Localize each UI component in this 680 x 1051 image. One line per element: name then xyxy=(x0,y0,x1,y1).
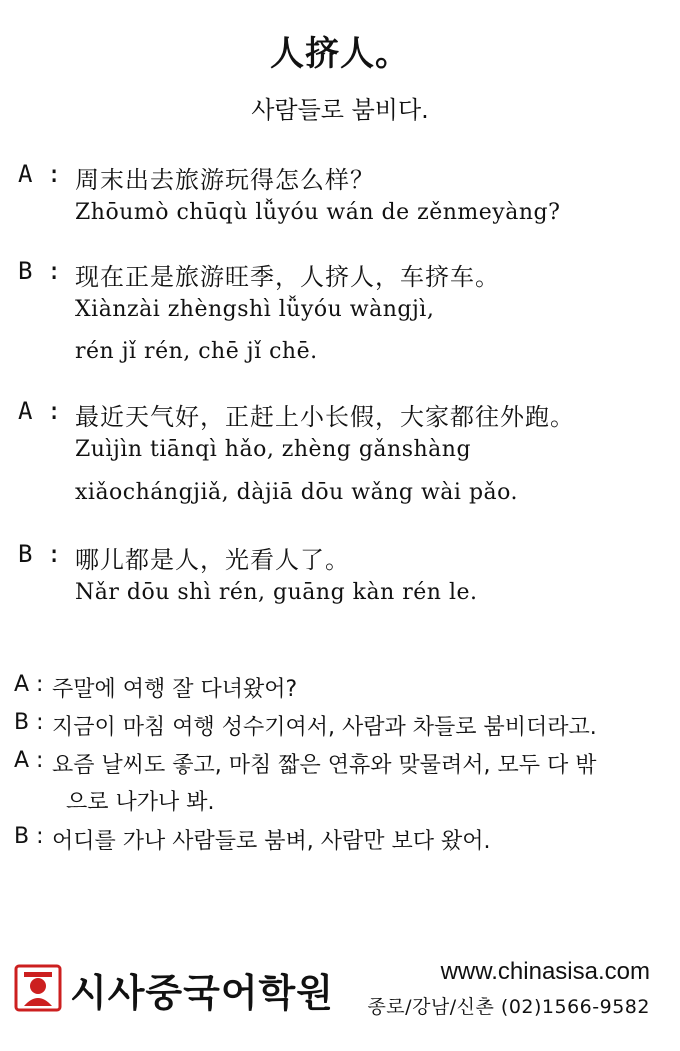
korean-text: 어디를 가나 사람들로 붐벼, 사람만 보다 왔어. xyxy=(52,829,491,854)
speaker-label: A : xyxy=(18,160,62,188)
speaker-label: A : xyxy=(14,748,44,773)
korean-text: 지금이 마침 여행 성수기여서, 사람과 차들로 붐비더라고. xyxy=(52,715,597,740)
pinyin-line: rén jǐ rén, chē jǐ chē. xyxy=(75,339,318,364)
pinyin-line: Zuìjìn tiānqì hǎo, zhèng gǎnshàng xyxy=(75,437,472,462)
pinyin-line: xiǎochángjiǎ, dàjiā dōu wǎng wài pǎo. xyxy=(75,480,518,505)
website-url[interactable]: www.chinasisa.com xyxy=(440,958,650,985)
korean-line-continuation: 으로 나가나 봐. xyxy=(66,790,215,815)
pinyin-line: Xiànzài zhèngshì lǚyóu wàngjì, xyxy=(75,297,435,322)
speaker-label: B : xyxy=(18,257,62,285)
korean-text: 요즘 날씨도 좋고, 마침 짧은 연휴와 맞물려서, 모두 다 밖 xyxy=(52,753,597,778)
pinyin-line: Nǎr dōu shì rén, guāng kàn rén le. xyxy=(75,580,478,605)
pinyin-line: Zhōumò chūqù lǚyóu wán de zěnmeyàng? xyxy=(75,200,561,225)
speaker-label: B : xyxy=(14,710,44,735)
chinese-line: 周末出去旅游玩得怎么样？ xyxy=(75,166,375,194)
chinese-line: 哪儿都是人，光看人了。 xyxy=(75,546,350,574)
korean-text: 주말에 여행 잘 다녀왔어? xyxy=(52,677,298,702)
chinese-line: 现在正是旅游旺季，人挤人，车挤车。 xyxy=(75,263,500,291)
contact-info: 종로/강남/신촌 (02)1566-9582 xyxy=(367,996,650,1018)
chinese-line: 最近天气好，正赶上小长假，大家都往外跑。 xyxy=(75,403,575,431)
page-subtitle: 사람들로 붐비다. xyxy=(251,96,429,124)
sisa-logo-icon xyxy=(14,964,62,1012)
brand-name: 시사중국어학원 xyxy=(70,971,334,1015)
speaker-label: A : xyxy=(18,397,62,425)
speaker-label: B : xyxy=(18,540,62,568)
speaker-label: A : xyxy=(14,672,44,697)
speaker-label: B : xyxy=(14,824,44,849)
page-title: 人挤人。 xyxy=(270,34,410,74)
